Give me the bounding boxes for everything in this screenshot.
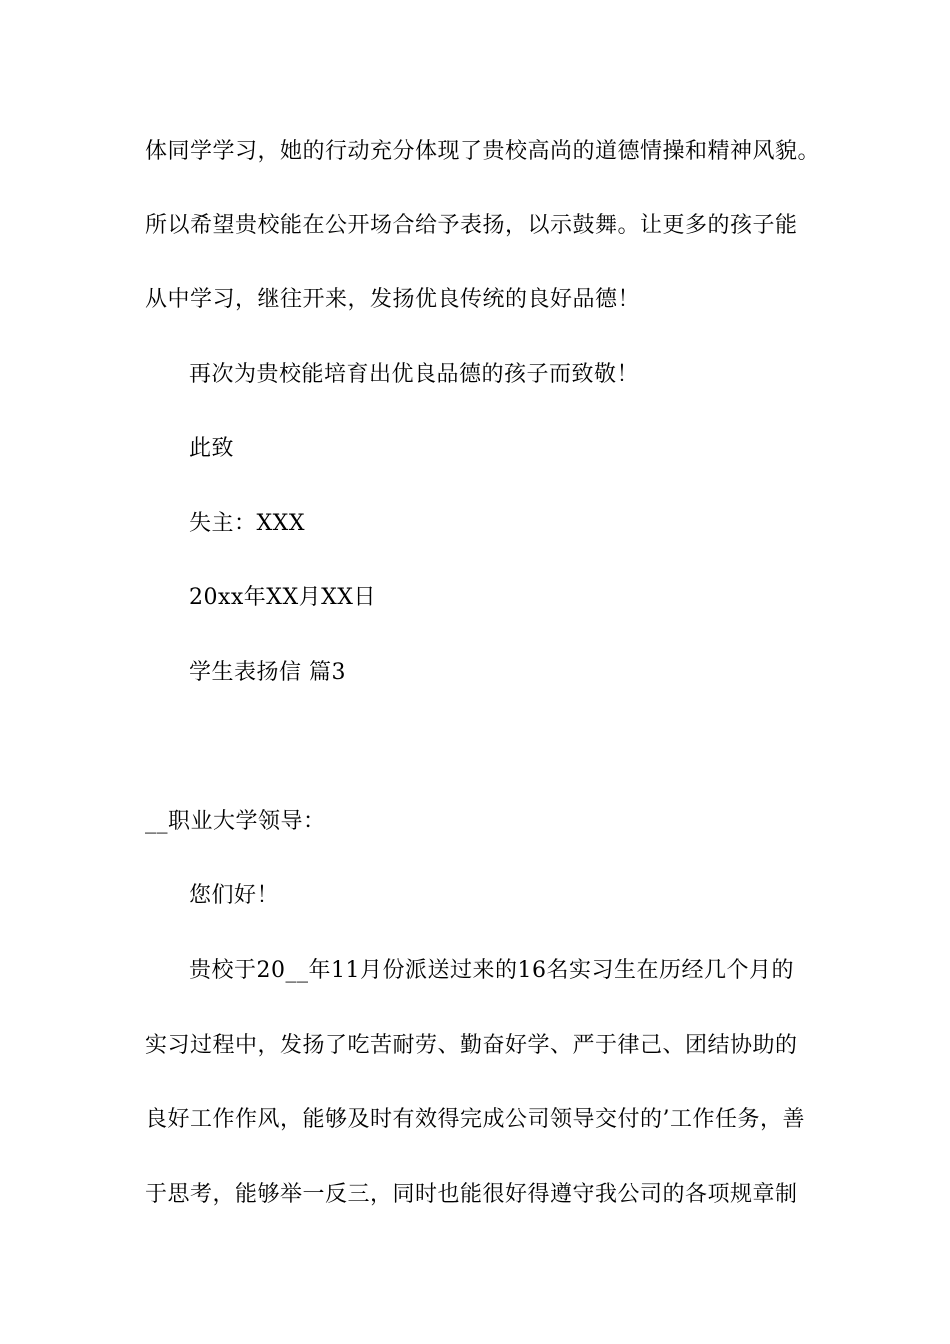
text-line: 贵校于20__年11月份派送过来的16名实习生在历经几个月的 [189, 958, 794, 983]
text-line: 从中学习，继往开来，发扬优良传统的良好品德！ [145, 287, 641, 312]
text-line: 再次为贵校能培育出优良品德的孩子而致敬！ [189, 362, 640, 387]
text-line: 体同学学习，她的行动充分体现了贵校高尚的道德情操和精神风貌。 [145, 139, 821, 164]
text-line: 良好工作作风，能够及时有效得完成公司领导交付的’工作任务，善 [145, 1107, 805, 1132]
date-line: 20xx年XX月XX日 [189, 585, 376, 610]
text-line: 实习过程中，发扬了吃苦耐劳、勤奋好学、严于律己、团结协助的 [145, 1033, 798, 1058]
recipient-line: __职业大学领导： [145, 809, 326, 834]
signature-line: 失主：XXX [189, 511, 305, 536]
greeting-line: 您们好！ [189, 883, 280, 908]
text-line: 所以希望贵校能在公开场合给予表扬，以示鼓舞。让更多的孩子能 [145, 213, 798, 238]
section-heading: 学生表扬信 篇3 [189, 660, 346, 685]
text-line: 于思考，能够举一反三，同时也能很好得遵守我公司的各项规章制 [145, 1182, 798, 1207]
salutation-closing: 此致 [189, 436, 235, 461]
